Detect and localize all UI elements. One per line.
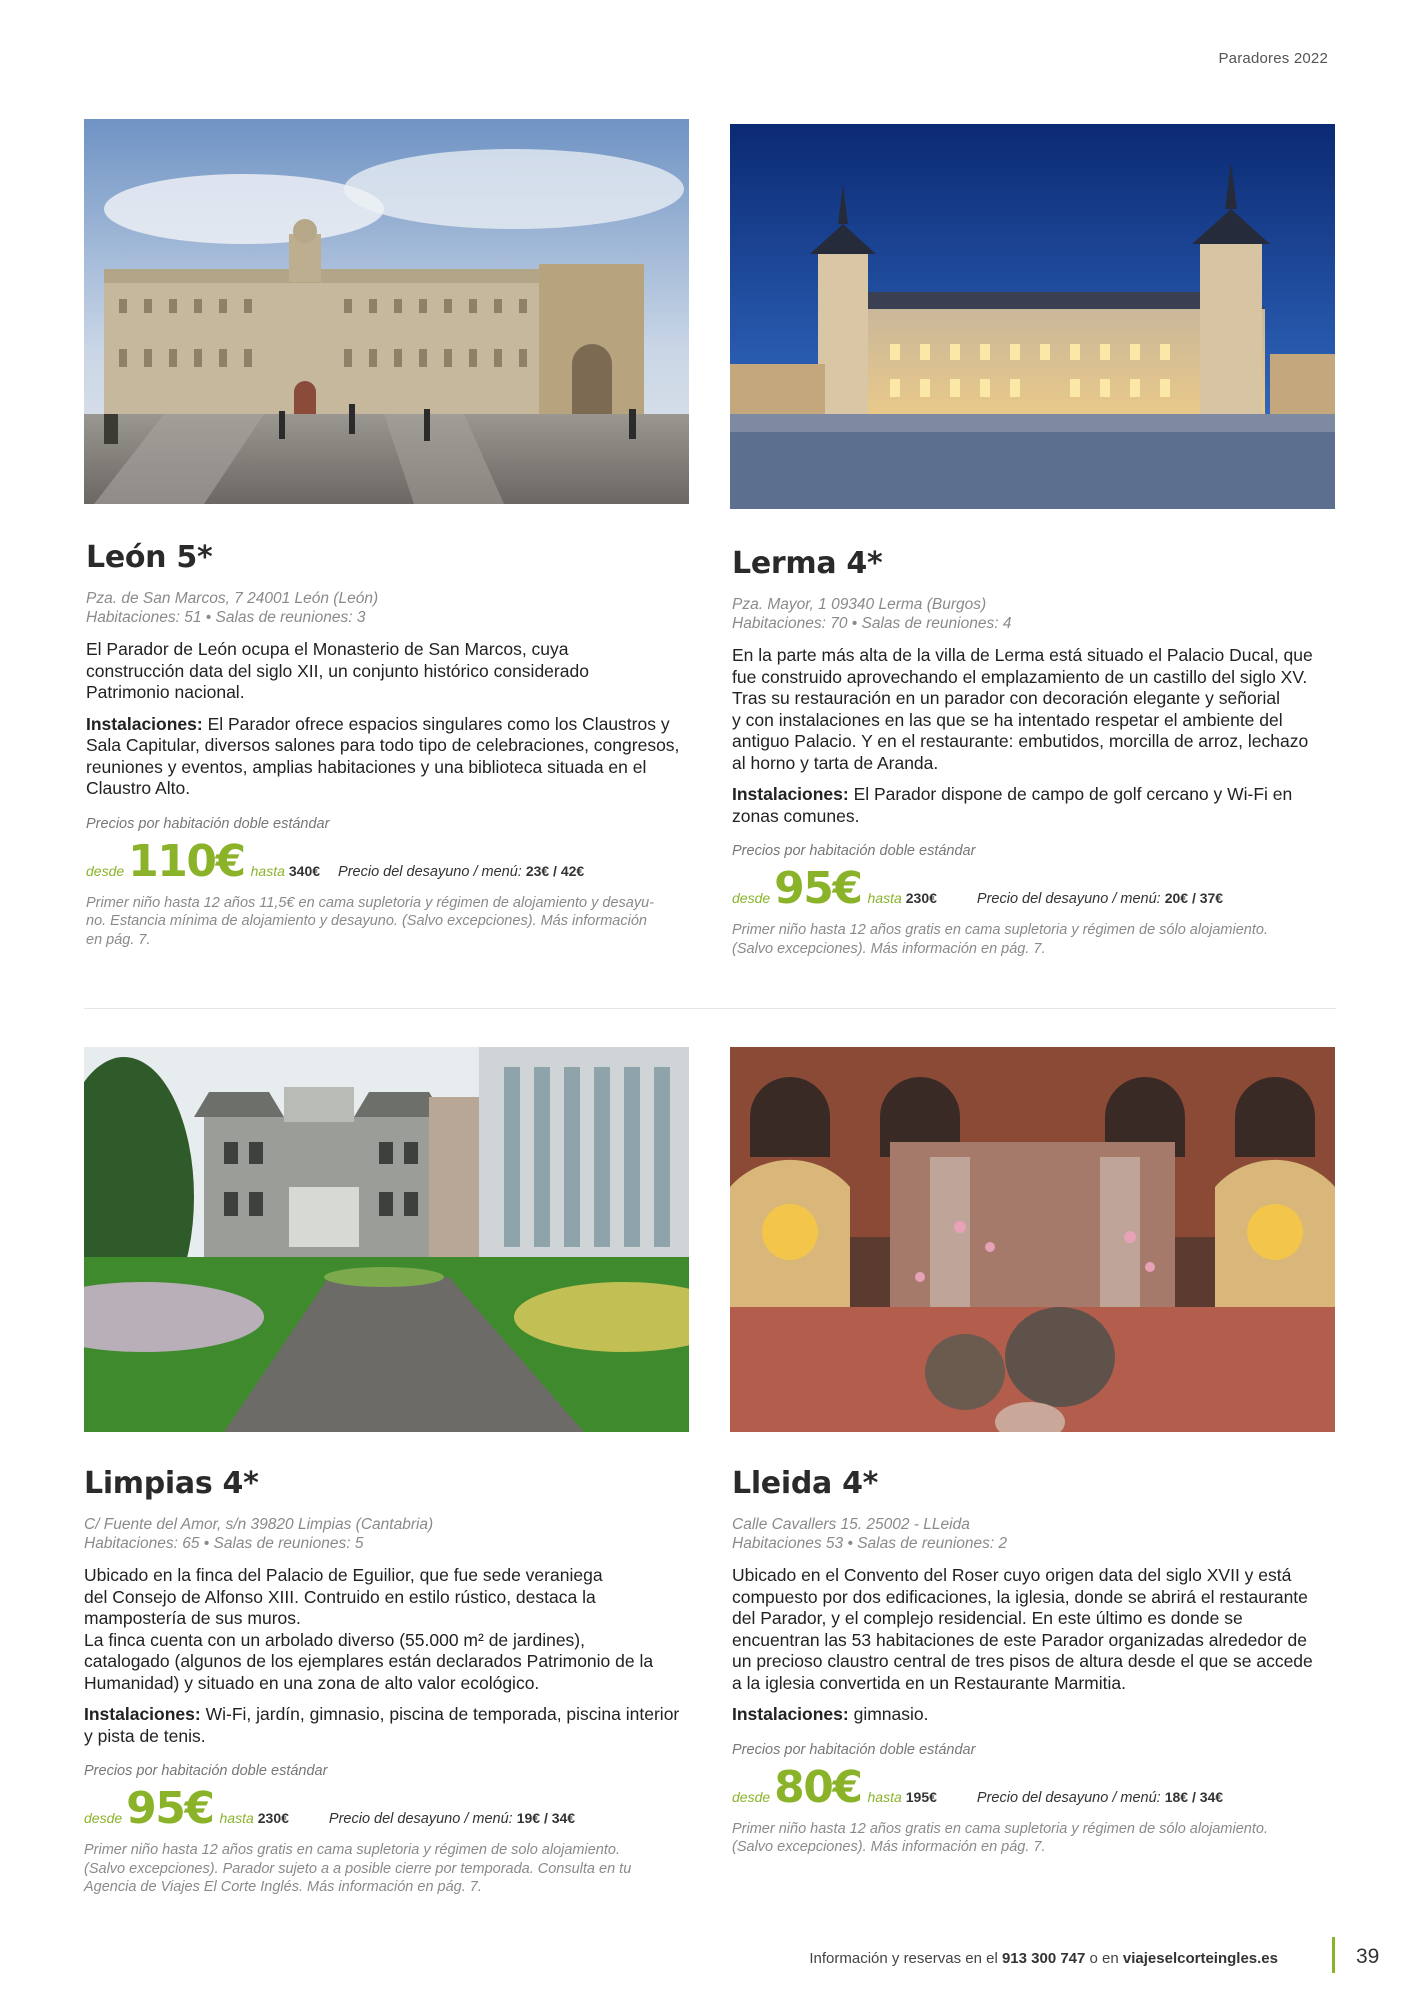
card-title: Limpias 4*	[84, 1466, 259, 1501]
footer-middle: o en	[1085, 1950, 1123, 1967]
price-label: Precios por habitación doble estándar	[84, 1763, 328, 1779]
photo-leon	[84, 119, 689, 504]
card-leon	[84, 540, 689, 949]
price-label: Precios por habitación doble estándar	[732, 843, 976, 859]
desde-label: desde	[732, 1788, 771, 1805]
card-installations	[86, 714, 689, 800]
menu-label: Precio del desayuno / menú:	[338, 863, 522, 880]
card-lerma	[730, 546, 1335, 958]
card-address: Pza. Mayor, 1 09340 Lerma (Burgos)	[732, 596, 987, 613]
hasta-label: hasta	[219, 1810, 254, 1826]
photo-lleida	[730, 1047, 1335, 1432]
card-address: C/ Fuente del Amor, s/n 39820 Limpias (Cantabria)	[84, 1516, 434, 1533]
card-title: León 5*	[86, 540, 213, 575]
price-row	[732, 1761, 1335, 1813]
hasta-value: 230€	[905, 890, 937, 906]
installations-text: Wi-Fi, jardín, gimnasio, piscina de temporada, piscina interior y pista de tenis.	[84, 1704, 680, 1746]
page-number: 39	[1356, 1945, 1380, 1968]
hasta-value: 195€	[905, 1788, 937, 1805]
card-installations	[84, 1704, 687, 1747]
price-row	[84, 1783, 687, 1834]
card-description: Ubicado en el Convento del Roser cuyo origen data del siglo XVII y está compuesto por dos edificaciones, la iglesia, donde se abrirá el restaurante del Parador, y el complejo residencial. En este último es donde se encuentran las 53 habitaciones de este Parador organizadas alrededor de un precioso claustro central de tres pisos de altura desde el que se accede a la iglesia convertida en un Restaurante Marmitia.	[732, 1565, 1313, 1693]
installations-label: Instalaciones:	[84, 1704, 201, 1724]
card-note: Primer niño hasta 12 años gratis en cama supletoria y régimen de sólo alojamiento. (Salvo excepciones). Más información en pág. 7.	[732, 1820, 1268, 1855]
card-description: En la parte más alta de la villa de Lerma está situado el Palacio Ducal, que fue construido aprovechando el emplazamiento de un castillo del siglo XV. Tras su restauración en un parador con decoración elegante y señorial y con instalaciones en las que se ha intentado respetar el ambiente del antiguo Palacio. Y en el restaurante: embutidos, morcilla de arroz, lechazo al horno y tarta de Aranda.	[732, 645, 1313, 773]
price-amount: 95€	[774, 863, 862, 914]
hasta-label: hasta	[867, 890, 902, 906]
card-rooms: Habitaciones: 70 • Salas de reuniones: 4	[732, 615, 1012, 632]
hasta-value: 230€	[257, 1810, 289, 1826]
menu-value: 20€ / 37€	[1164, 890, 1224, 906]
photo-lerma	[730, 124, 1335, 509]
installations-label: Instalaciones:	[732, 1704, 849, 1724]
price-row	[86, 835, 689, 887]
photo-limpias	[84, 1047, 689, 1432]
card-note: Primer niño hasta 12 años gratis en cama supletoria y régimen de sólo alojamiento. (Salvo excepciones). Más información en pág. 7.	[732, 922, 1268, 957]
menu-label: Precio del desayuno / menú:	[976, 1789, 1161, 1806]
desde-label: desde	[86, 862, 125, 879]
footer-website-link[interactable]: viajeselcorteingles.es	[1122, 1950, 1278, 1967]
card-lleida	[730, 1466, 1335, 1857]
card-rooms: Habitaciones 53 • Salas de reuniones: 2	[732, 1535, 1008, 1552]
menu-value: 23€ / 42€	[525, 862, 585, 879]
footer-phone[interactable]: 913 300 747	[1001, 1950, 1086, 1967]
price-amount: 110€	[128, 835, 245, 887]
card-note: Primer niño hasta 12 años gratis en cama supletoria y régimen de solo alojamiento. (Salvo excepciones). Parador sujeto a a posible cierre por temporada. Consulta en tu Agencia de Viajes El Corte Inglés. Más información en pág. 7.	[84, 1842, 632, 1895]
price-amount: 80€	[774, 1761, 862, 1813]
footer-accent-bar	[1332, 1937, 1335, 1973]
footer-prefix: Información y reservas en el	[809, 1950, 1002, 1967]
card-note: Primer niño hasta 12 años 11,5€ en cama supletoria y régimen de alojamiento y desayu- no. Estancia mínima de alojamiento y desayuno. (Salvo excepciones). Más información en pág. 7.	[86, 894, 654, 948]
price-row	[732, 863, 1335, 914]
installations-text: gimnasio.	[848, 1704, 929, 1724]
menu-value: 18€ / 34€	[1164, 1788, 1224, 1805]
desde-label: desde	[732, 890, 771, 906]
running-header: Paradores 2022	[1218, 50, 1328, 67]
card-installations	[732, 784, 1335, 827]
card-title: Lleida 4*	[732, 1466, 879, 1501]
installations-text: El Parador ofrece espacios singulares como los Claustros y Sala Capitular, diversos salones para todo tipo de celebraciones, congresos, reuniones y eventos, amplias habitaciones y una biblioteca situada en el Claustro Alto.	[86, 713, 680, 798]
hasta-label: hasta	[250, 862, 285, 879]
hasta-value: 340€	[288, 862, 321, 879]
menu-value: 19€ / 34€	[516, 1810, 576, 1826]
menu-label: Precio del desayuno / menú:	[328, 1811, 513, 1827]
price-label: Precios por habitación doble estándar	[86, 815, 330, 832]
card-description: Ubicado en la finca del Palacio de Eguilior, que fue sede veraniega del Consejo de Alfonso XIII. Contruido en estilo rústico, destaca la mampostería de sus muros. La finca cuenta con un arbolado diverso (55.000 m² de jardines), catalogado (algunos de los ejemplares están declarados Patrimonio de la Humanidad) y situado en una zona de alto valor ecológico.	[84, 1565, 654, 1693]
installations-label: Instalaciones:	[732, 784, 849, 804]
card-installations	[732, 1704, 1335, 1726]
installations-label: Instalaciones:	[86, 713, 203, 734]
price-amount: 95€	[126, 1783, 214, 1834]
hasta-label: hasta	[867, 1788, 902, 1805]
desde-label: desde	[84, 1810, 123, 1826]
card-rooms: Habitaciones: 65 • Salas de reuniones: 5	[84, 1535, 364, 1552]
card-title: Lerma 4*	[732, 546, 883, 581]
price-label: Precios por habitación doble estándar	[732, 1741, 976, 1758]
card-description: El Parador de León ocupa el Monasterio de San Marcos, cuya construcción data del siglo XII, un conjunto histórico considerado Patrimonio nacional.	[86, 639, 589, 702]
footer-contact	[809, 1950, 1330, 1967]
card-address: Pza. de San Marcos, 7 24001 León (León)	[86, 590, 379, 607]
card-address: Calle Cavallers 15. 25002 - LLeida	[732, 1516, 970, 1533]
section-divider	[84, 1008, 1336, 1009]
card-limpias	[82, 1466, 687, 1897]
menu-label: Precio del desayuno / menú:	[976, 891, 1161, 907]
installations-text: El Parador dispone de campo de golf cercano y Wi-Fi en zonas comunes.	[732, 784, 1293, 826]
card-rooms: Habitaciones: 51 • Salas de reuniones: 3	[86, 609, 366, 626]
